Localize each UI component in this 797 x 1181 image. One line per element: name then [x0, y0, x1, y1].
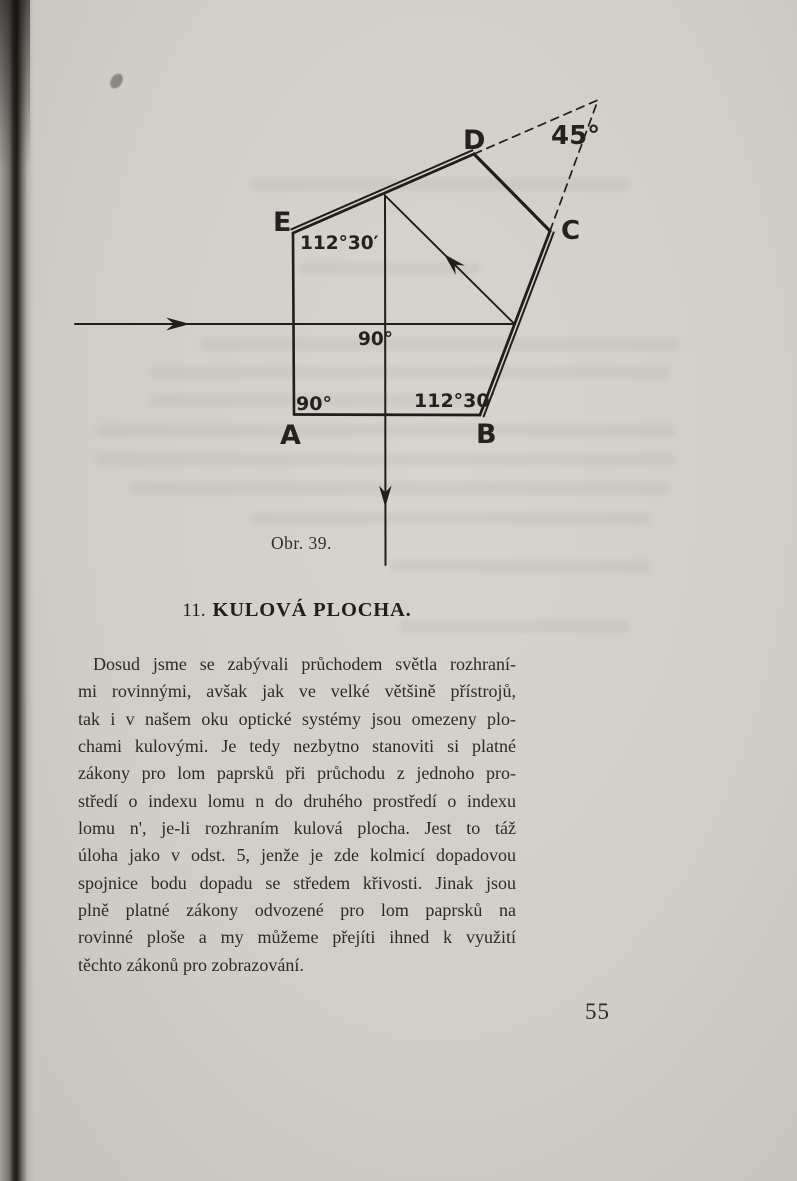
vertex-label-a: A — [280, 420, 301, 451]
vertex-label-e: E — [273, 207, 292, 238]
section-heading — [78, 596, 516, 623]
paragraph-line: tak i v našem oku optické systémy jsou omezeny plo- — [78, 708, 516, 729]
dashed-extension-c — [550, 100, 601, 231]
figure-caption: Obr. 39. — [271, 533, 332, 553]
prism-edge-ed — [293, 154, 474, 233]
paragraph-line: plně platné zákony odvozené pro lom paprsků na — [78, 900, 516, 921]
prism-diagram — [60, 85, 620, 570]
angle-label-b: 112°30′ — [414, 390, 495, 412]
book-spine-shadow-top — [0, 0, 30, 170]
vertex-label-b: B — [476, 419, 497, 450]
paragraph-line: těchto zákonů pro zobrazování. — [78, 954, 304, 975]
paragraph-line: rovinné ploše a my můžeme přejíti ihned k využití — [78, 927, 516, 948]
page-number: 55 — [585, 999, 610, 1024]
paragraph-line: spojnice bodu dopadu se středem křivosti. Jinak jsou — [78, 872, 516, 893]
paragraph-line: středí o indexu lomu n do druhého prostředí o indexu — [78, 790, 516, 811]
angle-label-a: 90° — [296, 393, 332, 415]
ray-outgoing-vertical — [385, 196, 386, 566]
paragraph-line: Dosud jsme se zabývali průchodem světla rozhraní- — [93, 654, 516, 674]
vertex-label-c: C — [561, 216, 581, 246]
paragraph-line: úloha jako v odst. 5, jenže je zde kolmicí dopadovou — [78, 845, 516, 866]
angle-label-axis: 90° — [358, 329, 393, 350]
book-spine-shadow — [0, 0, 34, 1181]
angle-label-apex: 45° — [551, 121, 601, 151]
vertex-label-d: D — [463, 125, 486, 156]
paragraph-line: chami kulovými. Je tedy nezbytno stanoviti si platné — [78, 736, 516, 757]
prism-edge-dc — [474, 154, 550, 231]
angle-label-e: 112°30′ — [300, 233, 379, 254]
section-title: KULOVÁ PLOCHA. — [212, 599, 412, 621]
prism-edge-ed-outer — [291, 150, 472, 229]
paragraph-line: zákony pro lom paprsků při průchodu z jednoho pro- — [78, 763, 516, 784]
section-number: 11. — [182, 600, 206, 621]
paragraph-line: lomu n', je-li rozhraním kulová plocha. Jest to táž — [78, 818, 516, 839]
paragraph-line: mi rovinnými, avšak jak ve velké většině přístrojů, — [78, 681, 516, 702]
body-paragraph — [78, 651, 516, 979]
